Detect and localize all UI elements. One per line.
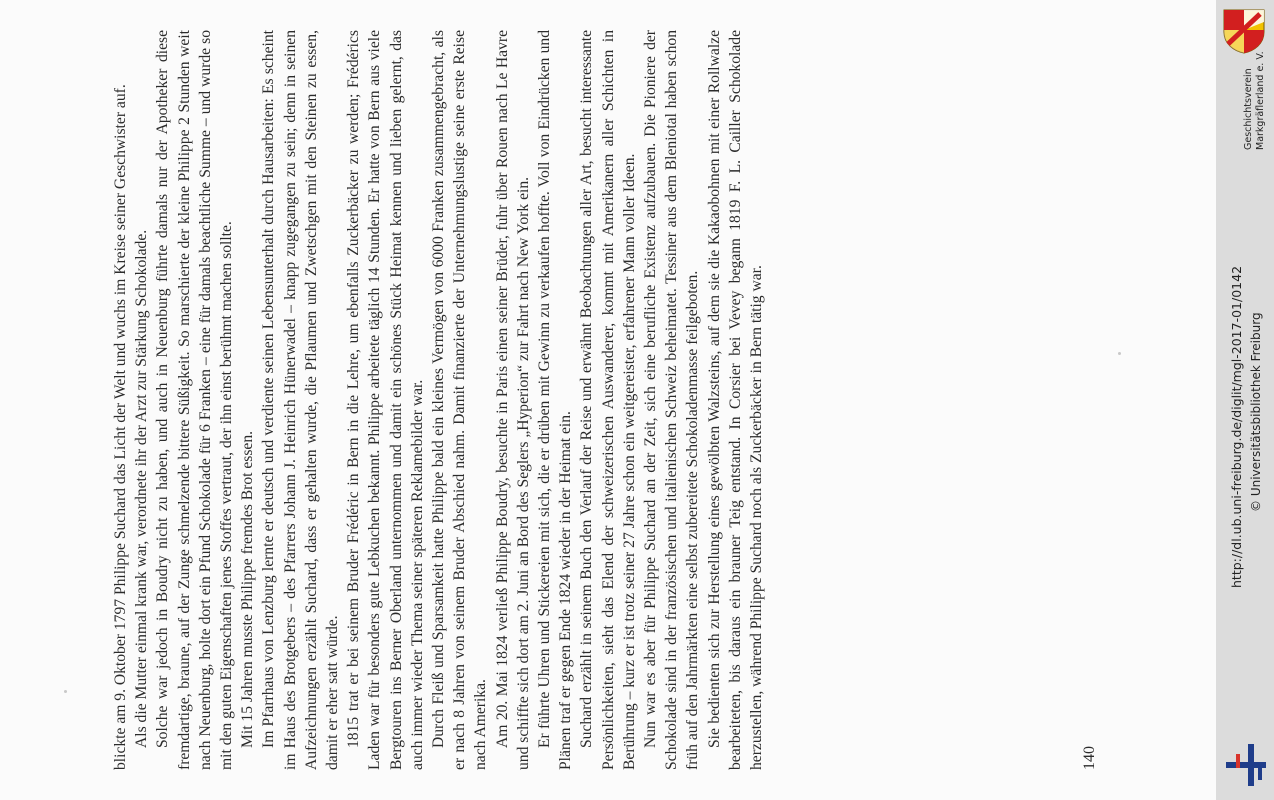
- association-name-line1: Geschichtsverein: [1243, 68, 1254, 150]
- paragraph: Er führte Uhren und Stickereien mit sich, die er drüben mit Gewinn zu verkaufen hoffte. Voll von Eindrücken und Plänen traf er gegen Ende 1824 wieder in der Heimat ein.: [536, 30, 575, 770]
- paragraph: Nun war es aber für Philippe Suchard an der Zeit, sich eine berufliche Existenz aufzubauen. Die Pioniere der Schokolade sind in der französischen und italienischen Schweiz beheimatet. Tessiner aus dem Bleniotal haben schon früh auf den Jahrmärkten eine selbst zubereitete Schokoladenmasse feilgeboten.: [642, 30, 702, 770]
- page-number: 140: [1080, 746, 1098, 770]
- association-name-line2: Markgräflerland e. V.: [1255, 51, 1266, 150]
- copyright-notice: © Universitätsbibliothek Freiburg: [1249, 312, 1263, 512]
- paragraph: Im Pfarrhaus von Lenzburg lernte er deutsch und verdiente seinen Lebensunterhalt durch Hausarbeiten: Es scheint im Haus des Brotgebers – des Pfarrers Johann J. Heinrich Hünerwadel – knapp zugegangen zu sein; denn in seinen Aufzeichnungen erzählt Suchard, dass er gehalten wurde, die Pflaumen und Zwetschgen mit den Steinen zu essen, damit er eher satt würde.: [260, 30, 342, 770]
- ub-freiburg-logo-icon[interactable]: [1226, 740, 1266, 790]
- paragraph: 1815 trat er bei seinem Bruder Frédéric in Bern in die Lehre, um ebenfalls Zuckerbäcker zu werden; Frédérics Laden war für besonders gute Lebkuchen bekannt. Philippe arbeitete täglich 14 Stunden. Er hatte von Bern aus viele Bergtouren ins Berner Oberland unternommen und damit ein schönes Stück Heimat kennen und lieben gelernt, das auch immer wieder Thema seiner späteren Reklamebilder war.: [345, 30, 426, 770]
- paragraph: Sie bedienten sich zur Herstellung eines gewölbten Walzsteins, auf dem sie die Kakaobohnen mit einer Rollwalze bearbeiteten, bis daraus ein brauner Teig entstand. In Corsier bei Vevey begann 1819 F. L. Cailler Schokolade herzustellen, während Philippe Suchard noch als Zuckerbäcker in Bern tätig war.: [705, 30, 766, 770]
- scan-speck: [1118, 352, 1121, 355]
- scan-speck: [64, 690, 67, 693]
- paragraph: Durch Fleiß und Sparsamkeit hatte Philippe bald ein kleines Vermögen von 6000 Franken zusammengebracht, als er nach 8 Jahren von seinem Bruder Abschied nahm. Damit finanzierte der Unternehmungslustige seine erste Reise nach Amerika.: [430, 30, 490, 770]
- coat-of-arms-icon[interactable]: [1222, 8, 1266, 54]
- page-text-block: [110, 30, 1098, 770]
- paragraph: Als die Mutter einmal krank war, verordnete ihr der Arzt zur Stärkung Schokolade.: [133, 229, 151, 748]
- paragraph: blickte am 9. Oktober 1797 Philippe Suchard das Licht der Welt und wuchs im Kreise seiner Geschwister auf.: [112, 84, 129, 770]
- paragraph: Mit 15 Jahren musste Philippe fremdes Brot essen.: [239, 430, 257, 748]
- paragraph: Solche war jedoch in Boudry nicht zu haben, und auch in Neuenburg führte damals nur der Apotheker diese fremdartige, braune, auf der Zunge schmelzende bittere Süßigkeit. So marschierte der kleine Philippe 2 Stunden weit nach Neuenburg, holte dort ein Pfund Schokolade für 6 Franken – eine für damals beachtliche Summe – und wurde so mit den guten Eigenschaften jenes Stoffes vertraut, der ihn einst berühmt machen sollte.: [154, 30, 236, 770]
- paragraph: Am 20. Mai 1824 verließ Philippe Boudry, besuchte in Paris einen seiner Brüder, fuhr über Rouen nach Le Havre und schiffte sich dort am 2. Juni an Bord des Seglers „Hyperion“ zur Fahrt nach New York ein.: [493, 30, 532, 770]
- document-url-link[interactable]: http://dl.ub.uni-freiburg.de/diglit/mgl-2017-01/0142: [1229, 265, 1244, 588]
- paragraph: Suchard erzählt in seinem Buch den Verlauf der Reise und erwähnt Beobachtungen aller Art, besucht interessante Persönlichkeiten, sieht das Elend der schweizerischen Auswanderer, kommt mit Amerikanern aller Schichten in Berührung – kurz er ist trotz seiner 27 Jahre schon ein weitgereister, erfahrener Mann voller Ideen.: [578, 30, 638, 770]
